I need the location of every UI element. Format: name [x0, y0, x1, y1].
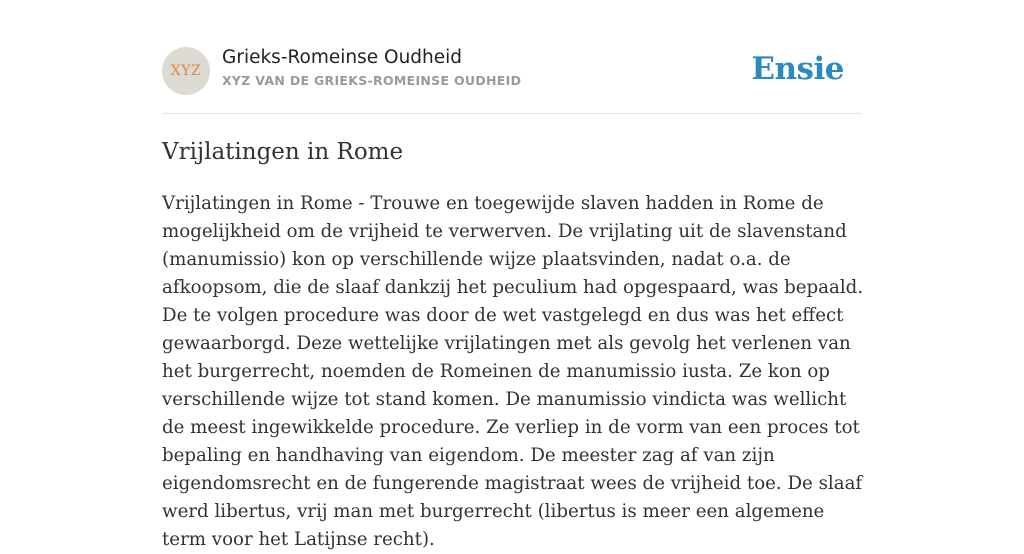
page-title: Vrijlatingen in Rome [162, 139, 404, 165]
author-subtitle: XYZ VAN DE GRIEKS-ROMEINSE OUDHEID [222, 73, 522, 88]
author-name[interactable]: Grieks-Romeinse Oudheid [222, 47, 463, 68]
article-body: Vrijlatingen in Rome - Trouwe en toegewijde slaven hadden in Rome de mogelijkheid om de vrijheid te verwerven. De vrijlating uit de slavenstand (manumissio) kon op verschillende wijze plaatsvinden, nadat o.a. de afkoopsom, die de slaaf dankzij het peculium had opgespaard, was bepaald. De te volgen procedure was door de wet vastgelegd en dus was het effect gewaarborgd. Deze wettelijke vrijlatingen met als gevolg het verlenen van het burgerrecht, noemden de Romeinen de manumissio iusta. Ze kon op verschillende wijze tot stand komen. De manumissio vindicta was wellicht de meest ingewikkelde procedure. Ze verliep in de vorm van een proces tot bepaling en handhaving van eigendom. De meester zag af van zijn eigendomsrecht en de fungerende magistraat wees de vrijheid toe. De slaaf werd libertus, vrij man met burgerrecht (libertus is meer een algemene term voor het Latijnse recht). [162, 193, 864, 550]
author-block [222, 46, 521, 89]
page-container [162, 0, 864, 550]
avatar[interactable]: XYZ [162, 47, 210, 95]
header [162, 0, 862, 114]
brand-logo[interactable]: Ensie [751, 51, 844, 87]
